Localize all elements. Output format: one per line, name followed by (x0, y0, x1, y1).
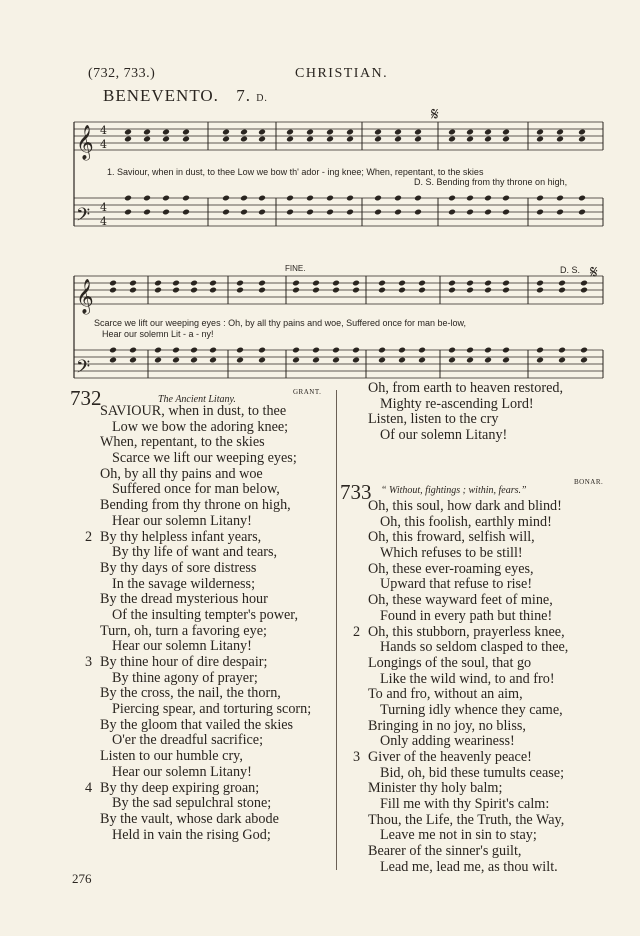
note-head (182, 195, 190, 202)
verse-number: 3 (85, 654, 93, 671)
note-head (536, 287, 544, 294)
verse-line: Listen to our humble cry, (100, 748, 243, 765)
note-head (326, 209, 334, 216)
note-head (466, 287, 474, 294)
note-head (286, 195, 294, 202)
verse-line: Held in vain the rising God; (112, 826, 271, 843)
verse-line: Oh, this foolish, earthly mind! (380, 513, 552, 530)
note-head (394, 195, 402, 202)
verse-line: Only adding weariness! (380, 733, 515, 750)
note-head (172, 280, 180, 287)
note-head (352, 357, 360, 364)
note-head (109, 287, 117, 294)
time-signature: 4 (100, 138, 107, 151)
note-head (448, 209, 456, 216)
note-head (258, 280, 266, 287)
note-head (502, 195, 510, 202)
note-head (556, 129, 564, 136)
note-head (466, 280, 474, 287)
note-head (209, 287, 217, 294)
note-head (580, 287, 588, 294)
note-head (312, 287, 320, 294)
note-head (258, 287, 266, 294)
note-head (346, 129, 354, 136)
note-head (109, 357, 117, 364)
note-head (414, 209, 422, 216)
note-head (258, 347, 266, 354)
segno-sign-top: 𝄋 (431, 104, 439, 125)
note-head (536, 357, 544, 364)
note-head (352, 280, 360, 287)
note-head (502, 136, 510, 143)
note-head (312, 347, 320, 354)
note-head (352, 347, 360, 354)
verse-line: Upward that refuse to rise! (380, 576, 533, 593)
hymn-733-title: “ Without, fightings ; within, fears.” (381, 485, 527, 496)
note-head (418, 357, 426, 364)
note-head (398, 280, 406, 287)
note-head (124, 129, 132, 136)
note-head (172, 287, 180, 294)
verse-line: By thy deep expiring groan; (100, 779, 260, 796)
verse-line: Of the insulting tempter's power, (112, 606, 298, 623)
header-hymn-numbers: (732, 733.) (88, 66, 156, 81)
note-head (326, 136, 334, 143)
note-head (484, 195, 492, 202)
note-head (258, 136, 266, 143)
note-head (162, 209, 170, 216)
note-head (484, 129, 492, 136)
note-head (466, 136, 474, 143)
verse-line: When, repentant, to the skies (100, 434, 265, 451)
verse-line: Turn, oh, turn a favoring eye; (100, 622, 267, 639)
hymn-733-number: 733 (340, 480, 372, 504)
note-head (292, 347, 300, 354)
note-head (240, 136, 248, 143)
note-head (240, 195, 248, 202)
system1-lyrics-line1: 1. Saviour, when in dust, to thee Low we bow th' ador - ing knee; When, repentant, to the skies (107, 167, 484, 177)
note-head (312, 280, 320, 287)
note-head (286, 129, 294, 136)
verse-line: Scarce we lift our weeping eyes; (112, 450, 297, 467)
note-head (258, 129, 266, 136)
verse-line: Hear our solemn Litany! (112, 638, 252, 655)
note-head (286, 136, 294, 143)
note-head (558, 357, 566, 364)
note-head (502, 347, 510, 354)
note-head (129, 280, 137, 287)
note-head (418, 287, 426, 294)
verse-line: Of our solemn Litany! (380, 427, 508, 444)
note-head (222, 129, 230, 136)
note-head (209, 280, 217, 287)
system1-lyrics-line2: D. S. Bending from thy throne on high, (414, 177, 568, 187)
note-head (448, 347, 456, 354)
note-head (414, 195, 422, 202)
note-head (378, 357, 386, 364)
music-score (0, 0, 640, 390)
note-head (326, 129, 334, 136)
verse-line: Oh, by all thy pains and woe (100, 465, 263, 482)
hymn-733-text (353, 498, 569, 876)
verse-line: By the vault, whose dark abode (100, 810, 279, 827)
note-head (172, 347, 180, 354)
verse-number: 2 (353, 623, 361, 640)
hymn-732-author: GRANT. (293, 388, 322, 396)
note-head (502, 209, 510, 216)
note-head (374, 129, 382, 136)
note-head (502, 357, 510, 364)
column-divider (336, 390, 337, 870)
note-head (236, 357, 244, 364)
verse-line: Lead me, lead me, as thou wilt. (380, 858, 558, 875)
note-head (332, 357, 340, 364)
verse-line: Which refuses to be still! (380, 545, 523, 562)
note-head (162, 136, 170, 143)
note-head (352, 287, 360, 294)
system2-lyrics-line1: Scarce we lift our weeping eyes : Oh, by all thy pains and woe, Suffered once for man be-low, (94, 318, 467, 328)
verse-line: Hear our solemn Litany! (112, 512, 252, 529)
verse-line: To and fro, without an aim, (368, 686, 523, 703)
verse-line: By thy life of want and tears, (112, 544, 278, 561)
note-head (484, 287, 492, 294)
note-head (466, 209, 474, 216)
verse-line: Bid, oh, bid these tumults cease; (380, 764, 565, 781)
note-head (240, 129, 248, 136)
note-head (190, 280, 198, 287)
note-head (222, 136, 230, 143)
note-head (332, 287, 340, 294)
note-head (394, 209, 402, 216)
note-head (154, 280, 162, 287)
note-head (306, 136, 314, 143)
note-head (418, 347, 426, 354)
hymn-732-text (85, 403, 312, 843)
note-head (398, 347, 406, 354)
time-signature: 4 (100, 201, 107, 214)
header-section: CHRISTIAN. (295, 66, 389, 81)
note-head (109, 347, 117, 354)
note-head (306, 195, 314, 202)
note-head (129, 357, 137, 364)
note-head (292, 287, 300, 294)
note-head (182, 129, 190, 136)
verse-number: 4 (85, 779, 93, 796)
note-head (209, 357, 217, 364)
verse-line: Longings of the soul, that go (368, 654, 532, 671)
note-head (418, 280, 426, 287)
hymn-732-title: The Ancient Litany. (158, 394, 236, 405)
note-head (182, 136, 190, 143)
note-head (484, 280, 492, 287)
note-head (258, 357, 266, 364)
treble-clef-icon: 𝄞 (76, 279, 94, 314)
verse-line: Leave me not in sin to stay; (380, 827, 537, 844)
note-head (124, 195, 132, 202)
note-head (143, 136, 151, 143)
verse-line: Oh, these ever-roaming eyes, (368, 560, 534, 577)
note-head (578, 209, 586, 216)
verse-line: By thine agony of prayer; (112, 669, 258, 686)
verse-number: 2 (85, 528, 93, 545)
note-head (466, 129, 474, 136)
note-head (286, 209, 294, 216)
tune-meter: 7. (236, 86, 251, 105)
note-head (536, 280, 544, 287)
note-head (556, 136, 564, 143)
note-head (222, 195, 230, 202)
verse-line: Thou, the Life, the Truth, the Way, (368, 811, 565, 828)
note-head (222, 209, 230, 216)
note-head (414, 129, 422, 136)
note-head (258, 195, 266, 202)
note-head (536, 347, 544, 354)
verse-line: Like the wild wind, to and fro! (380, 670, 555, 687)
note-head (124, 209, 132, 216)
note-head (484, 347, 492, 354)
note-head (374, 209, 382, 216)
hymn-732-number: 732 (70, 386, 102, 410)
note-head (172, 357, 180, 364)
note-head (580, 280, 588, 287)
verse-line: Fill me with thy Spirit's calm: (380, 796, 550, 813)
note-head (162, 129, 170, 136)
treble-clef-icon: 𝄞 (76, 125, 94, 160)
time-signature: 4 (100, 124, 107, 137)
note-head (448, 357, 456, 364)
note-head (558, 287, 566, 294)
note-head (558, 347, 566, 354)
note-head (414, 136, 422, 143)
system2-lyrics-line2: Hear our solemn Lit - a - ny! (102, 329, 214, 339)
note-head (578, 195, 586, 202)
note-head (502, 129, 510, 136)
bass-clef-icon: 𝄢 (76, 205, 91, 230)
note-head (394, 136, 402, 143)
note-head (143, 209, 151, 216)
ds-mark: D. S. (560, 265, 581, 275)
note-head (448, 280, 456, 287)
verse-line: Found in every path but thine! (380, 607, 553, 624)
note-head (502, 287, 510, 294)
hymn-733-author: BONAR. (574, 478, 604, 486)
verse-line: By the dread mysterious hour (100, 591, 268, 608)
note-head (448, 287, 456, 294)
note-head (466, 195, 474, 202)
note-head (466, 347, 474, 354)
note-head (326, 195, 334, 202)
note-head (292, 357, 300, 364)
note-head (374, 136, 382, 143)
note-head (162, 195, 170, 202)
verse-line: SAVIOUR, when in dust, to thee (100, 403, 287, 419)
verse-line: Giver of the heavenly peace! (368, 749, 532, 765)
note-head (448, 136, 456, 143)
note-head (190, 357, 198, 364)
verse-number: 3 (353, 749, 361, 766)
note-head (124, 136, 132, 143)
note-head (394, 129, 402, 136)
verse-line: Suffered once for man below, (112, 481, 280, 498)
verse-line: By thine hour of dire despair; (100, 654, 268, 670)
note-head (502, 280, 510, 287)
note-head (236, 280, 244, 287)
verse-line: Turning idly whence they came, (380, 701, 563, 718)
note-head (236, 287, 244, 294)
note-head (484, 136, 492, 143)
note-head (398, 357, 406, 364)
verse-line: Bending from thy throne on high, (100, 497, 291, 514)
note-head (346, 195, 354, 202)
note-head (332, 280, 340, 287)
verse-line: O'er the dreadful sacrifice; (112, 732, 264, 749)
verse-line: Bearer of the sinner's guilt, (368, 843, 522, 860)
note-head (306, 209, 314, 216)
verse-line: Hands so seldom clasped to thee, (380, 639, 569, 656)
note-head (578, 129, 586, 136)
note-head (536, 129, 544, 136)
note-head (484, 357, 492, 364)
verse-line: Minister thy holy balm; (368, 780, 503, 797)
verse-line: Piercing spear, and torturing scorn; (112, 701, 312, 718)
note-head (378, 280, 386, 287)
note-head (190, 287, 198, 294)
verse-line: Oh, this stubborn, prayerless knee, (368, 623, 565, 640)
note-head (240, 209, 248, 216)
fine-mark: FINE. (285, 264, 306, 273)
note-head (578, 136, 586, 143)
note-head (448, 129, 456, 136)
verse-line: Hear our solemn Litany! (112, 763, 252, 780)
note-head (558, 280, 566, 287)
note-head (143, 195, 151, 202)
note-head (236, 347, 244, 354)
verse-line: By the sad sepulchral stone; (112, 795, 272, 812)
note-head (484, 209, 492, 216)
note-head (536, 136, 544, 143)
tune-meter-suffix: D. (256, 93, 268, 104)
note-head (154, 357, 162, 364)
note-head (466, 357, 474, 364)
bass-clef-icon: 𝄢 (76, 357, 91, 382)
note-head (190, 347, 198, 354)
hymn-732-continuation (368, 381, 563, 444)
verse-line: Bringing in no joy, no bliss, (368, 717, 526, 734)
time-signature: 4 (100, 215, 107, 228)
note-head (346, 136, 354, 143)
segno-sign-bottom: 𝄋 (590, 262, 598, 283)
verse-line: By the gloom that vailed the skies (100, 716, 294, 733)
note-head (398, 287, 406, 294)
note-head (448, 195, 456, 202)
note-head (129, 287, 137, 294)
note-head (292, 280, 300, 287)
note-head (580, 347, 588, 354)
verse-line: Mighty re-ascending Lord! (380, 395, 534, 412)
verse-line: Oh, this froward, selfish will, (368, 529, 535, 546)
verse-line: By thy days of sore distress (100, 559, 257, 576)
note-head (536, 209, 544, 216)
note-head (109, 280, 117, 287)
verse-line: By thy helpless infant years, (100, 528, 262, 545)
tune-name: BENEVENTO. (103, 86, 219, 105)
verse-line: Low we bow the adoring knee; (112, 418, 289, 435)
note-head (378, 287, 386, 294)
note-head (536, 195, 544, 202)
verse-line: Oh, these wayward feet of mine, (368, 592, 553, 609)
note-head (374, 195, 382, 202)
verse-line: Oh, from earth to heaven restored, (368, 380, 564, 396)
verse-line: By the cross, the nail, the thorn, (100, 685, 281, 702)
note-head (580, 357, 588, 364)
note-head (129, 347, 137, 354)
note-head (154, 347, 162, 354)
note-head (556, 209, 564, 216)
verse-line: Listen, listen to the cry (368, 411, 499, 428)
note-head (312, 357, 320, 364)
note-head (332, 347, 340, 354)
note-head (143, 129, 151, 136)
note-head (209, 347, 217, 354)
note-head (182, 209, 190, 216)
note-head (154, 287, 162, 294)
page-number: 276 (72, 871, 92, 886)
note-head (378, 347, 386, 354)
verse-line: In the savage wilderness; (112, 575, 256, 592)
note-head (556, 195, 564, 202)
note-head (258, 209, 266, 216)
verse-line: Oh, this soul, how dark and blind! (368, 498, 562, 514)
note-head (306, 129, 314, 136)
note-head (346, 209, 354, 216)
